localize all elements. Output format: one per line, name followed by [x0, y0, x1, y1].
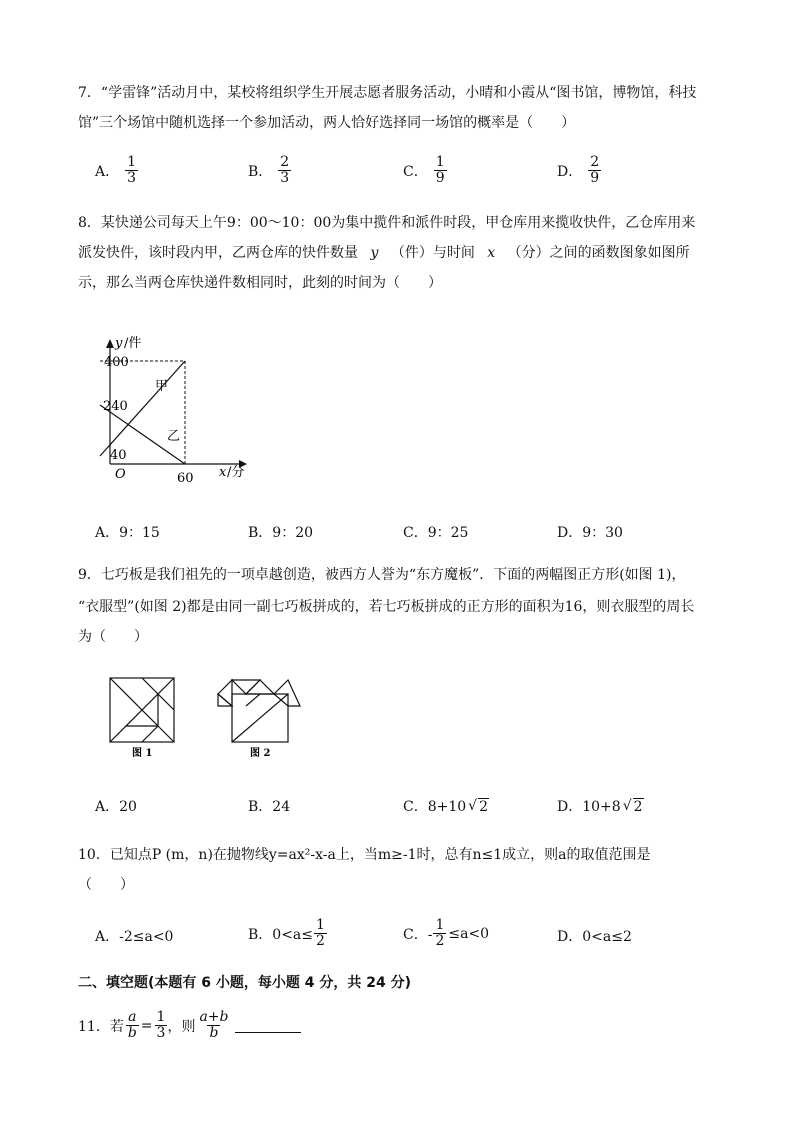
q7-option-c[interactable]: C． $\frac{1}{9}$	[403, 154, 445, 186]
x-axis-label: x	[219, 465, 227, 480]
q9-line-3: 为（ ）	[78, 629, 148, 645]
origin-label: O	[115, 467, 126, 482]
tick-40: 40	[110, 448, 127, 463]
q8-line-2: 派发快件，该时段内甲，乙两仓库的快件数量 y （件）与时间 x （分）之间的函数图象如图所	[78, 245, 690, 261]
q8-function-graph	[95, 330, 265, 490]
q8-option-b[interactable]: B．9：20	[248, 525, 314, 541]
y-axis-unit: /件	[124, 336, 142, 351]
q11-fraction-one-third: $\frac{1}{3}$	[156, 1009, 166, 1041]
q10-line-2: （ ）	[78, 877, 134, 893]
q11-fraction-sum: $\frac{a+b}{b}$	[199, 1009, 229, 1041]
q11-line: 11．若 $\frac{a}{b}$ = $\frac{1}{3}$ ，则 $\frac{a+b}{b}$	[78, 1010, 301, 1041]
q7-option-a[interactable]: A． $\frac{1}{3}$	[95, 154, 137, 186]
q8-line-1: 8．某快递公司每天上午9：00～10：00为集中揽件和派件时段，甲仓库用来揽收快件，乙仓库用来	[78, 215, 696, 231]
q9-option-b[interactable]: B．24	[248, 799, 291, 815]
q7-option-b[interactable]: B． $\frac{2}{3}$	[248, 154, 290, 186]
q10-line-1: 10．已知点P (m，n)在抛物线y=ax²-x-a上，当m≥-1时，总有n≤1成立，则a的取值范围是	[78, 847, 651, 863]
q10-option-c[interactable]: C．- $\frac{1}{2}$ ≤a<0	[403, 917, 490, 949]
tangram-square-figure	[110, 678, 174, 742]
q10-option-b[interactable]: B．0<a≤ $\frac{1}{2}$	[248, 917, 325, 949]
tangram-clothes-figure	[218, 680, 300, 742]
q8-line-3: 示，那么当两仓库快递件数相同时，此刻的时间为（ ）	[78, 275, 442, 291]
y-axis-label: y	[115, 336, 123, 351]
q8-option-d[interactable]: D．9：30	[557, 525, 623, 541]
q7-line-1: 7．“学雷锋”活动月中，某校将组织学生开展志愿者服务活动，小晴和小霞从“图书馆，博物馆，科技	[78, 85, 697, 101]
fig2-caption: 图 2	[250, 748, 271, 759]
q10-option-a[interactable]: A．-2≤a<0	[95, 929, 174, 945]
y-axis-arrow	[106, 339, 114, 348]
tick-400: 400	[104, 355, 129, 370]
q8-option-c[interactable]: C．9：25	[403, 525, 469, 541]
q9-tangram-figures	[100, 672, 320, 764]
section-2-heading: 二、填空题(本题有 6 小题，每小题 4 分，共 24 分)	[78, 975, 412, 991]
label-jia: 甲	[155, 379, 169, 394]
q9-line-2: “衣服型”(如图 2)都是由同一副七巧板拼成的，若七巧板拼成的正方形的面积为16，则衣服型的周长	[78, 599, 695, 615]
q10-option-c-fraction: $\frac{1}{2}$	[435, 917, 445, 949]
q11-answer-blank[interactable]	[235, 1018, 301, 1033]
fig1-caption: 图 1	[132, 748, 153, 759]
q7-option-b-fraction: $\frac{2}{3}$	[280, 154, 290, 186]
q9-option-a[interactable]: A．20	[95, 799, 137, 815]
x-axis-unit: /分	[227, 465, 245, 480]
q7-option-a-fraction: $\frac{1}{3}$	[127, 154, 137, 186]
q10-option-d[interactable]: D．0<a≤2	[557, 929, 632, 945]
q9-option-d[interactable]: D．10+8 √ 2	[557, 798, 643, 815]
q10-option-b-fraction: $\frac{1}{2}$	[316, 917, 325, 949]
q8-option-a[interactable]: A．9：15	[95, 525, 160, 541]
q9-line-1: 9．七巧板是我们祖先的一项卓越创造，被西方人誉为“东方魔板”．下面的两幅图正方形(如图 1)，	[78, 567, 686, 583]
sqrt-icon: √	[468, 798, 478, 814]
q9-option-c[interactable]: C．8+10 √ 2	[403, 798, 489, 815]
q8-var-y: y	[370, 245, 379, 261]
q8-var-x: x	[487, 245, 496, 261]
q11-fraction-a-over-b: $\frac{a}{b}$	[127, 1009, 137, 1041]
q7-line-2: 馆”三个场馆中随机选择一个参加活动，两人恰好选择同一场馆的概率是（ ）	[78, 115, 576, 131]
tick-240: 240	[103, 399, 128, 414]
sqrt-icon: √	[622, 798, 632, 814]
label-yi: 乙	[167, 429, 181, 444]
q7-option-d[interactable]: D． $\frac{2}{9}$	[557, 154, 600, 186]
tick-60: 60	[177, 471, 194, 486]
q7-option-c-fraction: $\frac{1}{9}$	[435, 154, 445, 186]
q7-option-d-fraction: $\frac{2}{9}$	[590, 154, 600, 186]
